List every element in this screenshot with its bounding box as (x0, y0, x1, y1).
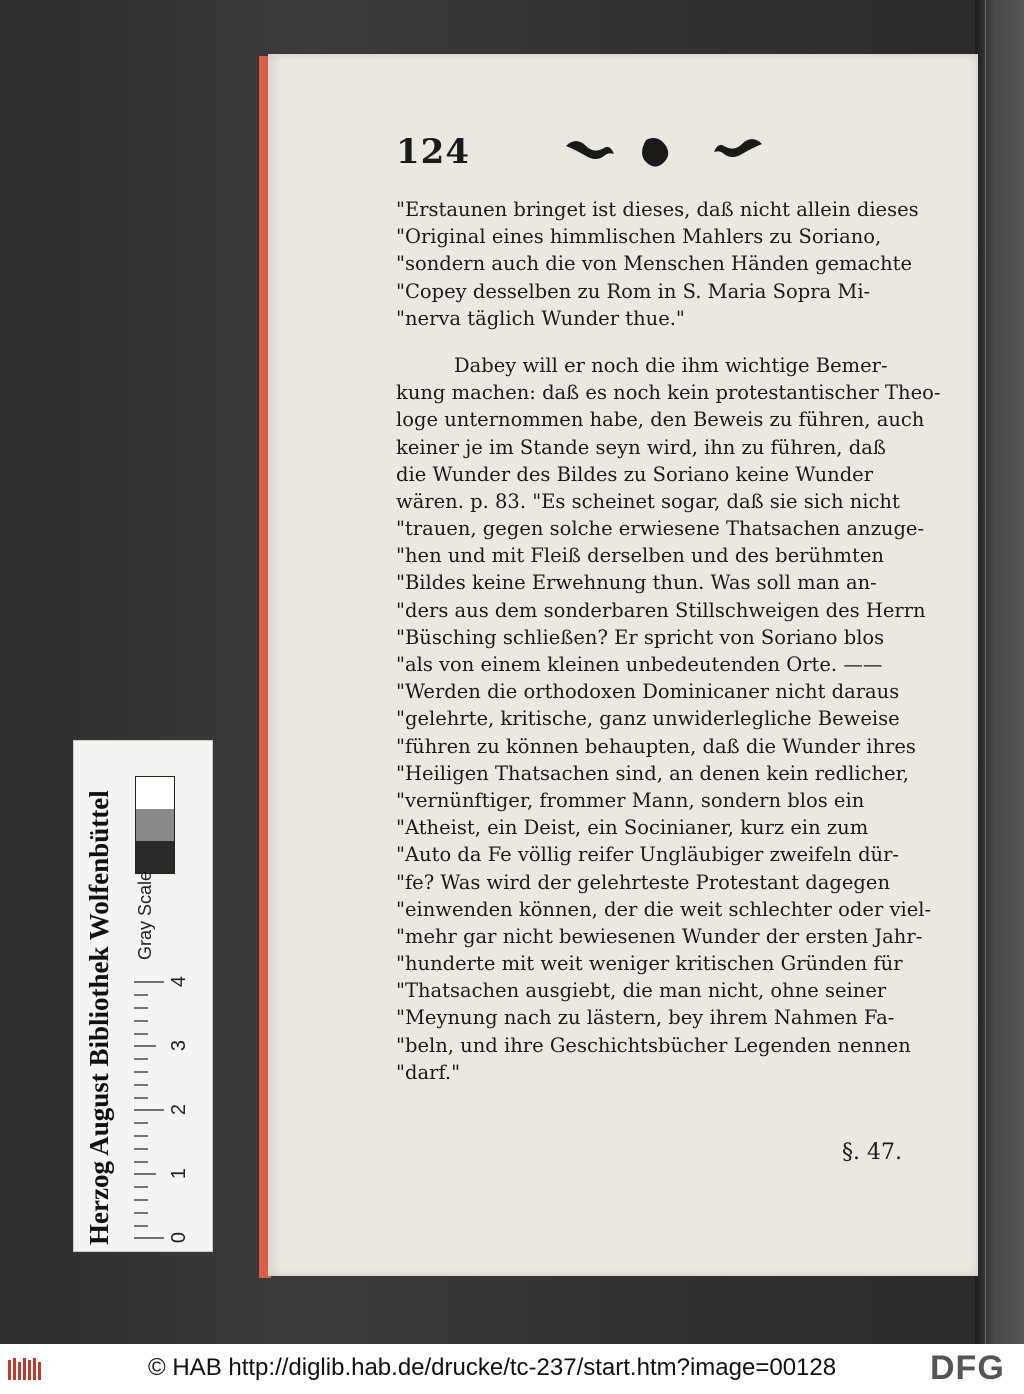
tick-label-1: 1 (168, 1167, 191, 1180)
page-number: 124 (396, 132, 470, 172)
gray-swatches (135, 776, 175, 874)
text-line: keiner je im Stande seyn wird, ihn zu führen, daß (396, 435, 886, 459)
footer-copyright-link[interactable]: © HAB http://diglib.hab.de/drucke/tc-237/start.htm?image=00128 (148, 1354, 837, 1381)
text-line: loge unternommen habe, den Beweis zu führen, auch (396, 408, 925, 432)
body-text (396, 196, 941, 1086)
text-line: "beln, und ihre Geschichtsbücher Legenden nennen (396, 1033, 911, 1057)
scanner-edge (975, 0, 1024, 1344)
dfg-logo: DFG (930, 1349, 1005, 1387)
text-line: "trauen, gegen solche erwiesene Thatsachen anzuge- (396, 517, 925, 541)
gray-scale-label: Gray Scale (135, 870, 155, 960)
text-line: "Büsching schließen? Er spricht von Soriano blos (396, 625, 885, 649)
ornament-icon (564, 132, 764, 172)
tick-label-0: 0 (168, 1231, 191, 1244)
text-line: "darf." (396, 1060, 461, 1084)
text-line: "Bildes keine Erwehnung thun. Was soll man an- (396, 571, 877, 595)
text-line: "als von einem kleinen unbedeutenden Orte. —— (396, 653, 883, 676)
page-header (396, 130, 776, 180)
text-line: "Heiligen Thatsachen sind, an denen kein redlicher, (396, 761, 909, 785)
text-line: "Original eines himmlischen Mahlers zu Soriano, (396, 225, 882, 249)
tick-label-3: 3 (168, 1039, 191, 1052)
text-line: "einwenden können, der die weit schlechter oder viel- (396, 897, 932, 921)
text-line: "mehr gar nicht bewiesenen Wunder der ersten Jahr- (396, 924, 923, 948)
text-line: "Werden die orthodoxen Dominicaner nicht daraus (396, 680, 900, 704)
text-line: "fe? Was wird der gelehrteste Protestant dagegen (396, 870, 891, 894)
text-line: "hunderte mit weit weniger kritischen Gründen für (396, 952, 903, 976)
text-line: "sondern auch die von Menschen Händen gemachte (396, 252, 913, 276)
text-line: wären. p. 83. "Es scheinet sogar, daß sie sich nicht (396, 489, 900, 513)
hab-logo-icon (8, 1356, 44, 1382)
text-line: "führen zu können behaupten, daß die Wunder ihres (396, 734, 916, 758)
text-line: "Auto da Fe völlig reifer Ungläubiger zweifeln dür- (396, 843, 900, 867)
text-line: "hen und mit Fleiß derselben und des berühmten (396, 544, 884, 568)
text-line: "ders aus dem sonderbaren Stillschweigen des Herrn (396, 598, 926, 622)
text-line: "Copey desselben zu Rom in S. Maria Sopra Mi- (396, 279, 871, 303)
text-line: "Meynung nach zu lästern, bey ihrem Nahmen Fa- (396, 1006, 895, 1030)
tick-label-2: 2 (168, 1103, 191, 1116)
tick-label-4: 4 (168, 975, 191, 988)
swatch-white (136, 777, 174, 809)
text-line: "nerva täglich Wunder thue." (396, 306, 685, 330)
footer-bar (0, 1344, 1024, 1394)
swatch-dark (136, 841, 174, 873)
swatch-gray (136, 809, 174, 841)
text-line: kung machen: daß es noch kein protestantischer Theo- (396, 381, 941, 405)
text-line: "Atheist, ein Deist, ein Socinianer, kurz ein zum (396, 816, 869, 840)
text-line: "vernünftiger, frommer Mann, sondern blos ein (396, 788, 865, 812)
text-line: "Erstaunen bringet ist dieses, daß nicht allein dieses (396, 198, 919, 221)
text-line: "Thatsachen ausgiebt, die man nicht, ohne seiner (396, 979, 887, 1003)
text-line: Dabey will er noch die ihm wichtige Bemer- (454, 353, 888, 377)
catchword: §. 47. (842, 1140, 902, 1165)
text-line: die Wunder des Bildes zu Soriano keine Wunder (396, 462, 874, 486)
ruler-title: Herzog August Bibliothek Wolfenbüttel (84, 790, 114, 1245)
text-line: "gelehrte, kritische, ganz unwiderlegliche Beweise (396, 707, 900, 731)
